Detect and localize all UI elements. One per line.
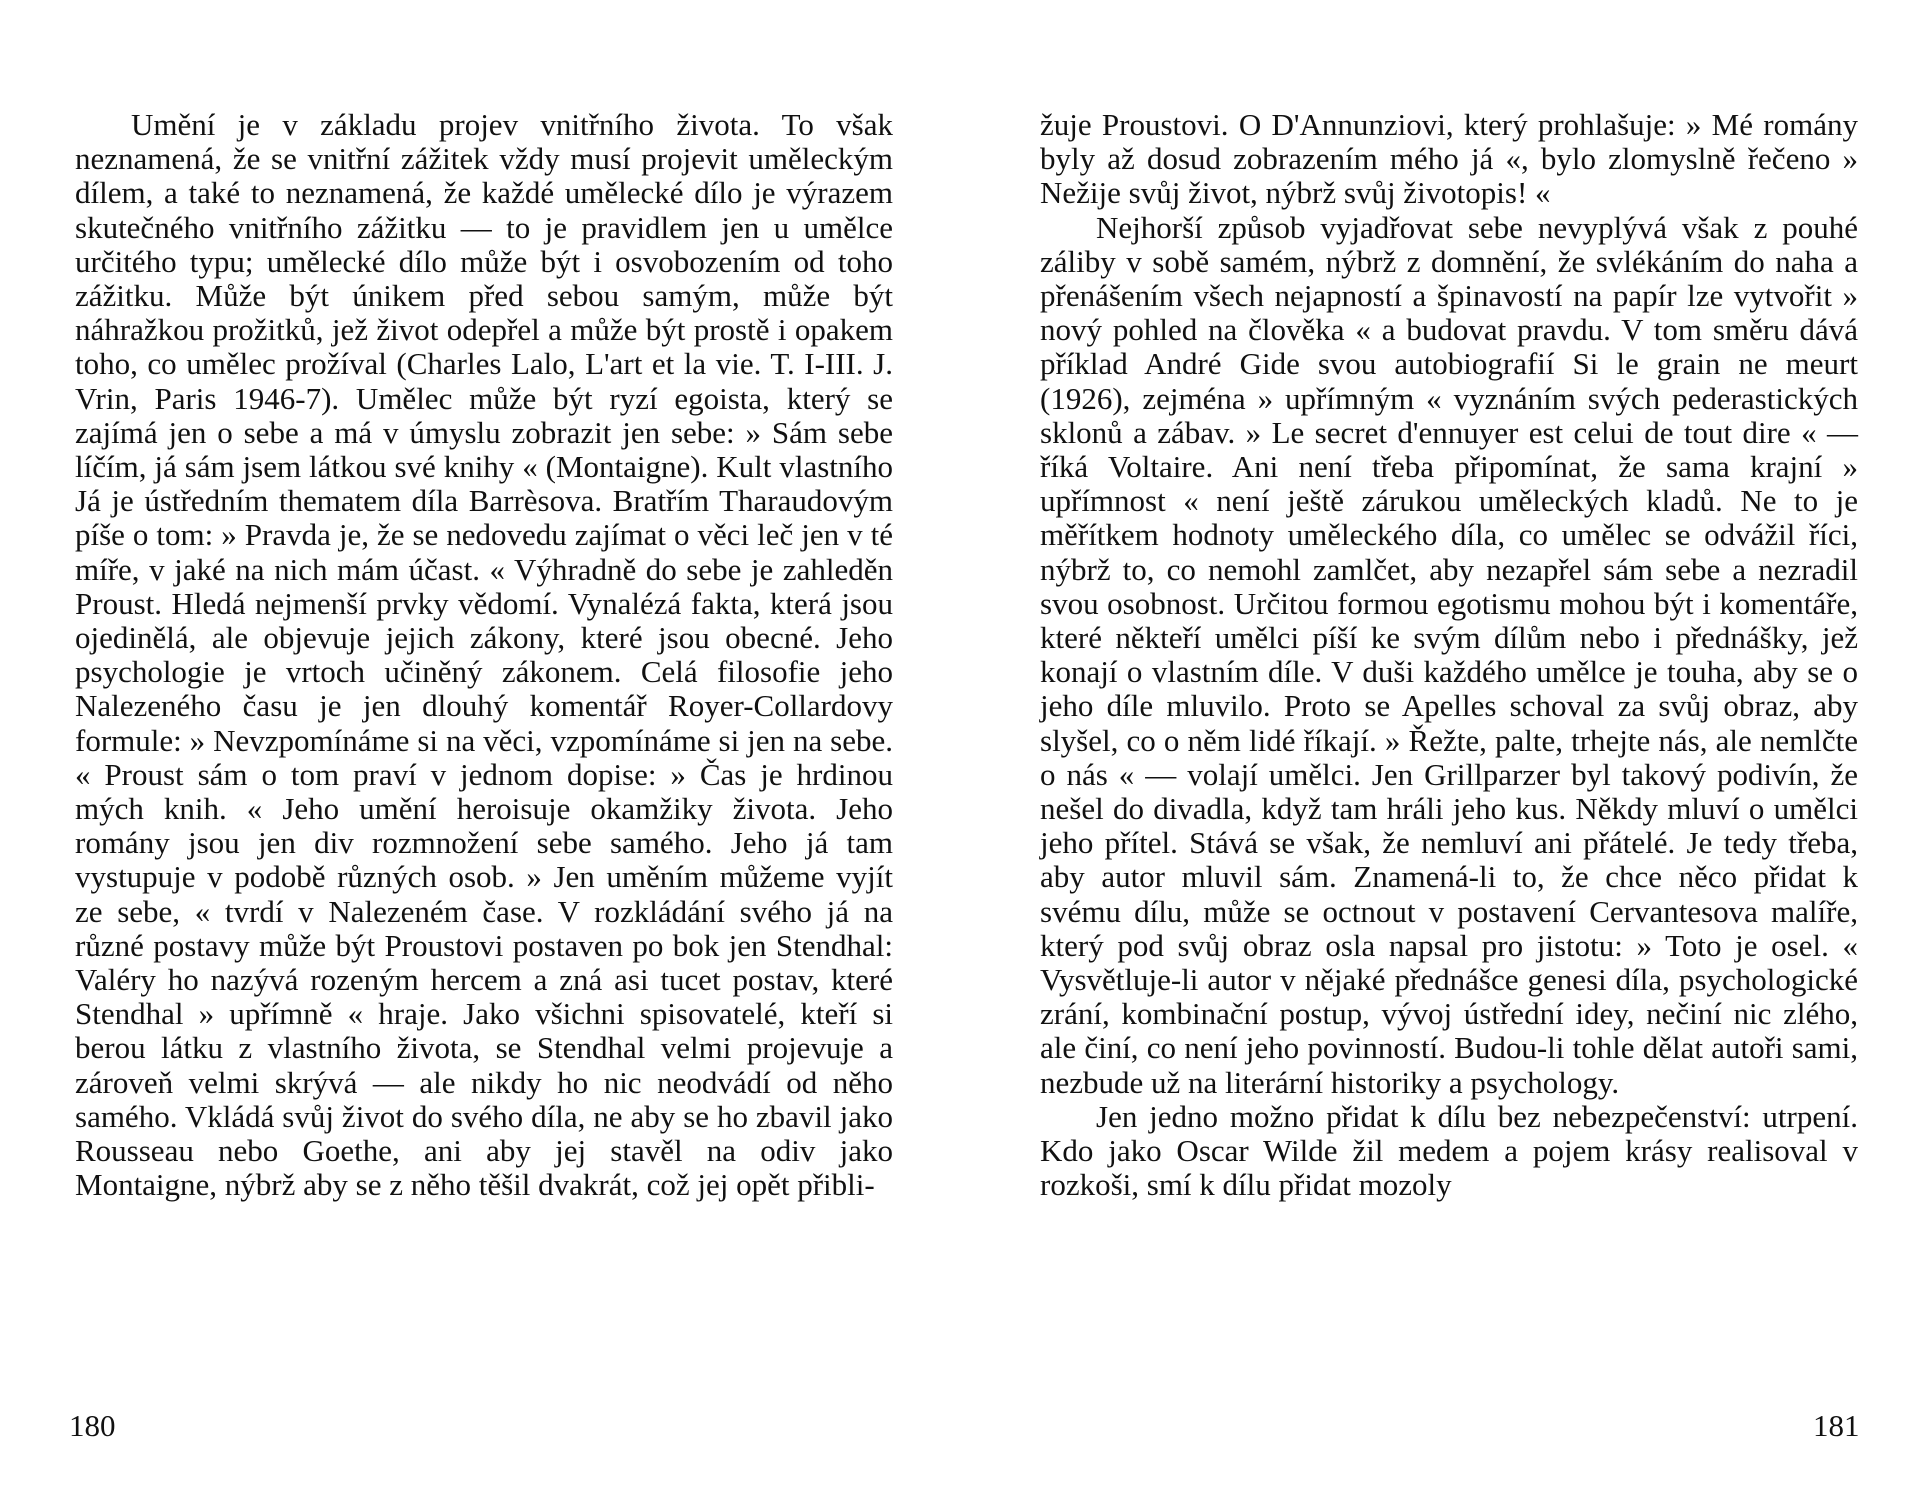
page-number-right: 181	[1813, 1408, 1860, 1443]
right-paragraph-2: Nejhorší způsob vyjadřovat sebe nevyplývá však z pouhé záliby v sobě samém, nýbrž z domnění, že svlékáním do naha a přenášením všech nejapností a špinavostí na papír lze vytvořit » nový pohled na člověka « a budovat pravdu. V tom směru dává příklad André Gide svou autobiografií Si le grain ne meurt (1926), zejména » upřímným « vyznáním svých pederastických sklonů a zábav. » Le secret d'ennuyer est celui de tout dire « — říká Voltaire. Ani není třeba připomínat, že sama krajní » upřímnost « není ještě zárukou uměleckých kladů. Ne to je měřítkem hodnoty uměleckého díla, co umělec se odvážil říci, nýbrž to, co nemohl zamlčet, aby nezapřel sám sebe a nezradil svou osobnost. Určitou formou egotismu mohou být i komentáře, které někteří umělci píší ke svým dílům nebo i přednášky, jež konají o vlastním díle. V duši každého umělce je touha, aby se o jeho díle mluvilo. Proto se Apelles schoval za svůj obraz, aby slyšel, co o něm lidé říkají. » Řežte, palte, trhejte nás, ale nemlčte o nás « — volají umělci. Jen Grillparzer byl takový podivín, že nešel do divadla, když tam hráli jeho kus. Někdy mluví o umělci jeho přítel. Stává se však, že nemluví ani přátelé. Je tedy třeba, aby autor mluvil sám. Znamená-li to, že chce něco přidat k svému dílu, může se octnout v postavení Cervantesova malíře, který pod svůj obraz osla napsal pro jistotu: » Toto je osel. « Vysvětluje-li autor v nějaké přednášce genesi díla, psychologické zrání, kombinační postup, vývoj ústřední idey, nečiní nic zlého, ale činí, co není jeho povinností. Budou-li tohle dělat autoři sami, nezbude už na literární historiky a psychology.	[1040, 209, 1858, 1100]
right-page	[1040, 108, 1858, 1203]
right-paragraph-3: Jen jedno možno přidat k dílu bez nebezpečenství: utrpení. Kdo jako Oscar Wilde žil medem a pojem krásy realisoval v rozkoši, smí k dílu přidat mozoly	[1040, 1098, 1858, 1203]
left-page	[75, 108, 893, 1203]
page-number-left: 180	[69, 1408, 116, 1443]
right-paragraph-1: žuje Proustovi. O D'Annunziovi, který prohlašuje: » Mé romány byly až dosud zobrazením mého já «, bylo zlomyslně řečeno » Nežije svůj život, nýbrž svůj životopis! «	[1040, 107, 1858, 211]
left-paragraph-1: Umění je v základu projev vnitřního života. To však neznamená, že se vnitřní zážitek vždy musí projevit uměleckým dílem, a také to neznamená, že každé umělecké dílo je výrazem skutečného vnitřního zážitku — to je pravidlem jen u umělce určitého typu; umělecké dílo může být i osvobozením od toho zážitku. Může být únikem před sebou samým, může být náhražkou prožitků, jež život odepřel a může být prostě i opakem toho, co umělec prožíval (Charles Lalo, L'art et la vie. T. I-III. J. Vrin, Paris 1946-7). Umělec může být ryzí egoista, který se zajímá jen o sebe a má v úmyslu zobrazit jen sebe: » Sám sebe líčím, já sám jsem látkou své knihy « (Montaigne). Kult vlastního Já je ústředním thematem díla Barrèsova. Bratřím Tharaudovým píše o tom: » Pravda je, že se nedovedu zajímat o věci leč jen v té míře, v jaké na nich mám účast. « Výhradně do sebe je zahleděn Proust. Hledá nejmenší prvky vědomí. Vynalézá fakta, která jsou ojedinělá, ale objevuje jejich zákony, které jsou obecné. Jeho psychologie je vrtoch učiněný zákonem. Celá filosofie jeho Nalezeného času je jen dlouhý komentář Royer-Collardovy formule: » Nevzpomínáme si na věci, vzpomínáme si jen na sebe. « Proust sám o tom praví v jednom dopise: » Čas je hrdinou mých knih. « Jeho umění heroisuje okamžiky života. Jeho romány jsou jen div rozmnožení sebe samého. Jeho já tam vystupuje v podobě různých osob. » Jen uměním můžeme vyjít ze sebe, « tvrdí v Nalezeném čase. V rozkládání svého já na různé postavy může být Proustovi postaven po bok jen Stendhal: Valéry ho nazývá rozeným hercem a zná asi tucet postav, které Stendhal » upřímně « hraje. Jako všichni spisovatelé, kteří si berou látku z vlastního života, se Stendhal velmi projevuje a zároveň velmi skrývá — ale nikdy ho nic neodvádí od něho samého. Vkládá svůj život do svého díla, ne aby se ho zbavil jako Rousseau nebo Goethe, ani aby jej stavěl na odiv jako Montaigne, nýbrž aby se z něho těšil dvakrát, což jej opět přibli-	[75, 107, 893, 1203]
